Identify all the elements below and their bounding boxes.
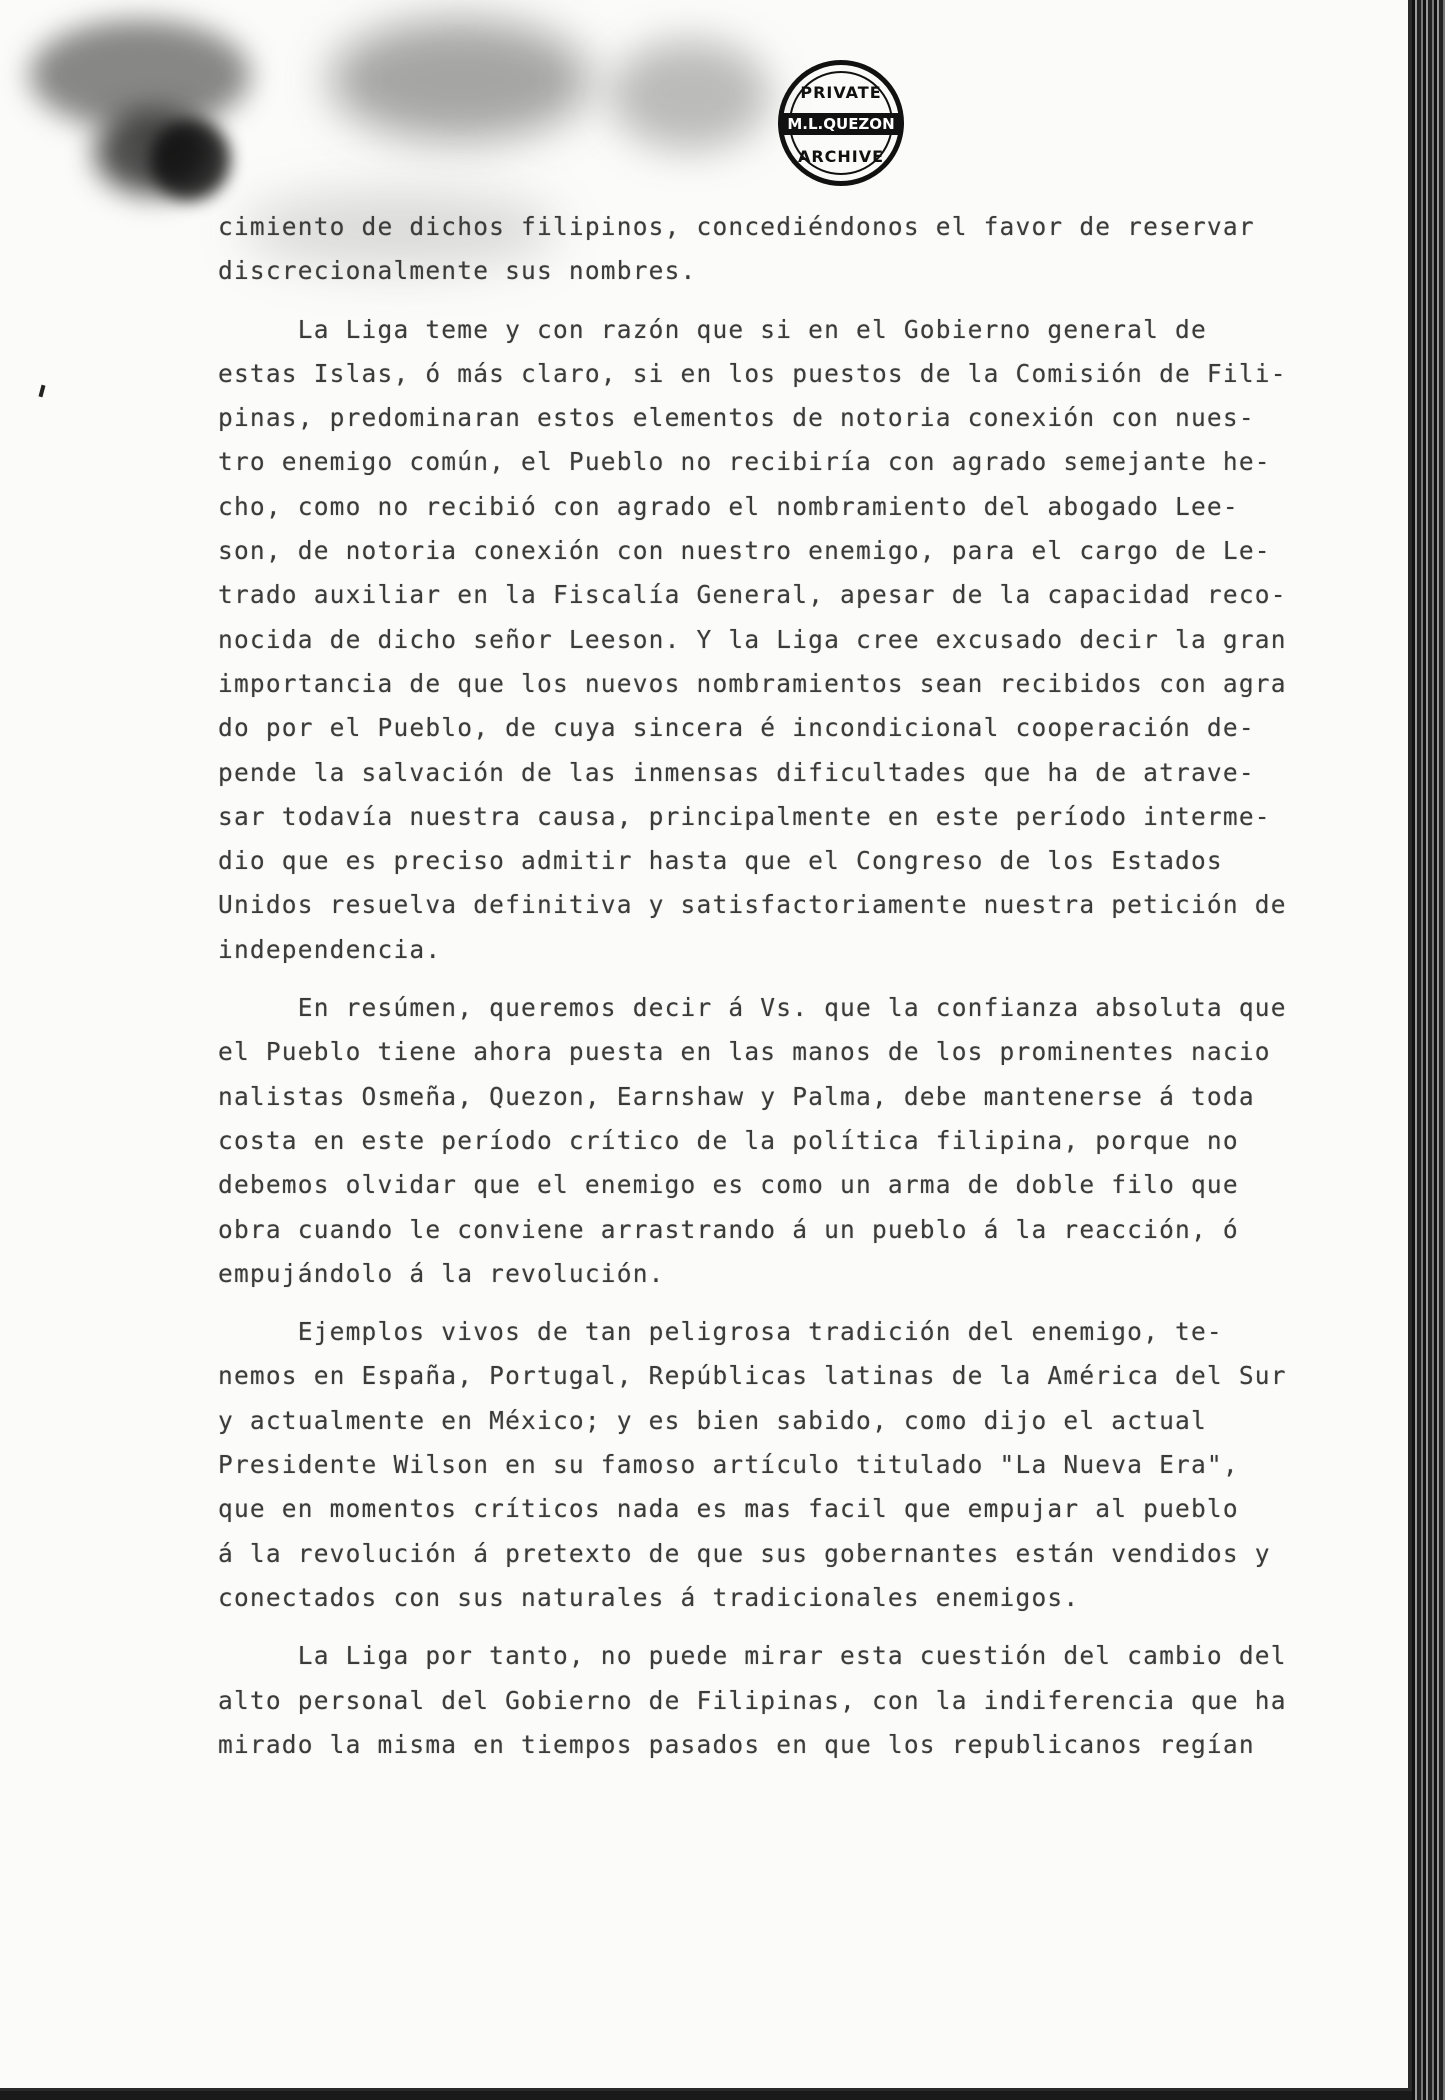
text-line: pende la salvación de las inmensas dificultades que ha de atrave- [218, 757, 1255, 787]
text-line: En resúmen, queremos decir á Vs. que la confianza absoluta que [218, 993, 1287, 1023]
text-line: dio que es preciso admitir hasta que el Congreso de los Estados [218, 846, 1223, 876]
text-line: obra cuando le conviene arrastrando á un pueblo á la reacción, ó [218, 1214, 1239, 1244]
stamp-top-text: PRIVATE [800, 83, 882, 102]
text-line: La Liga por tanto, no puede mirar esta cuestión del cambio del [218, 1641, 1287, 1671]
text-line: Ejemplos vivos de tan peligrosa tradición del enemigo, te- [218, 1317, 1223, 1347]
paragraph-gap [218, 1296, 1343, 1310]
paragraph [218, 986, 1343, 1296]
paragraph [218, 1310, 1343, 1620]
text-line: Presidente Wilson en su famoso artículo titulado "La Nueva Era", [218, 1450, 1239, 1480]
text-line: alto personal del Gobierno de Filipinas, con la indiferencia que ha [218, 1685, 1287, 1715]
text-line: La Liga teme y con razón que si en el Gobierno general de [218, 314, 1207, 344]
text-line: cimiento de dichos filipinos, concediéndonos el favor de reservar [218, 212, 1255, 241]
text-line: sar todavía nuestra causa, principalmente en este período interme- [218, 801, 1271, 831]
text-line: discrecionalmente sus nombres. [218, 256, 697, 286]
text-line: y actualmente en México; y es bien sabido, como dijo el actual [218, 1405, 1207, 1435]
text-line: pinas, predominaran estos elementos de notoria conexión con nues- [218, 403, 1255, 433]
text-line: independencia. [218, 934, 442, 964]
paragraph-gap [218, 1620, 1343, 1634]
text-line: Unidos resuelva definitiva y satisfactoriamente nuestra petición de [218, 890, 1287, 920]
text-line: nalistas Osmeña, Quezon, Earnshaw y Palma, debe mantenerse á toda [218, 1081, 1255, 1111]
text-line: que en momentos críticos nada es mas facil que empujar al pueblo [218, 1494, 1239, 1524]
stamp-bottom-text: ARCHIVE [797, 147, 885, 166]
text-line: nemos en España, Portugal, Repúblicas latinas de la América del Sur [218, 1361, 1287, 1391]
paragraph-gap [218, 972, 1343, 986]
text-line: tro enemigo común, el Pueblo no recibiría con agrado semejante he- [218, 447, 1271, 477]
text-line: costa en este período crítico de la política filipina, porque no [218, 1125, 1239, 1155]
text-line: á la revolución á pretexto de que sus gobernantes están vendidos y [218, 1538, 1271, 1568]
page-stack-edge [1412, 0, 1445, 2100]
paragraph [218, 1634, 1343, 1767]
text-line: trado auxiliar en la Fiscalía General, apesar de la capacidad reco- [218, 580, 1287, 610]
paragraph [218, 205, 1343, 294]
margin-mark [39, 385, 46, 398]
paragraph [218, 308, 1343, 972]
text-line: cho, como no recibió con agrado el nombramiento del abogado Lee- [218, 491, 1239, 521]
text-line: importancia de que los nuevos nombramientos sean recibidos con agra [218, 668, 1287, 698]
stamp-middle-text: M.L.QUEZON [783, 113, 899, 135]
ink-smudge [330, 20, 590, 140]
text-line: nocida de dicho señor Leeson. Y la Liga cree excusado decir la gran [218, 624, 1287, 654]
paragraph-gap [218, 294, 1343, 308]
text-line: do por el Pueblo, de cuya sincera é incondicional cooperación de- [218, 713, 1255, 743]
archive-stamp [778, 60, 904, 186]
text-line: conectados con sus naturales á tradicionales enemigos. [218, 1582, 1080, 1612]
text-line: el Pueblo tiene ahora puesta en las manos de los prominentes nacio [218, 1037, 1271, 1067]
ink-smudge [150, 120, 230, 200]
text-line: estas Islas, ó más claro, si en los puestos de la Comisión de Fili- [218, 358, 1287, 388]
text-line: mirado la misma en tiempos pasados en que los republicanos regían [218, 1729, 1255, 1759]
text-line: debemos olvidar que el enemigo es como un arma de doble filo que [218, 1170, 1239, 1200]
ink-smudge [610, 40, 770, 150]
text-line: son, de notoria conexión con nuestro enemigo, para el cargo de Le- [218, 536, 1271, 566]
text-line: empujándolo á la revolución. [218, 1258, 665, 1288]
typed-letter-body [218, 205, 1343, 1767]
